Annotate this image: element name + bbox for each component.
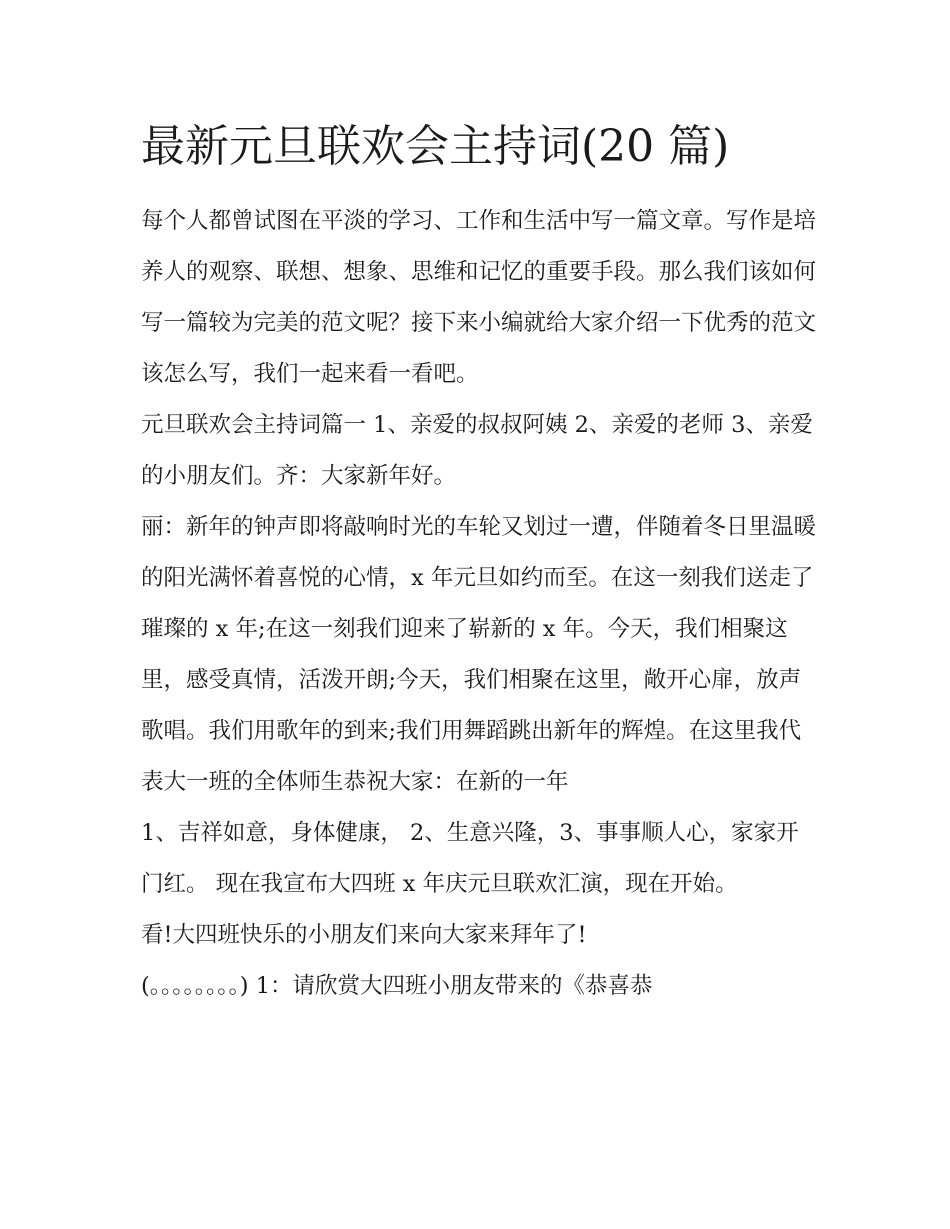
program-paragraph: (。。。。。。。。) 1：请欣赏大四班小朋友带来的《恭喜恭	[141, 973, 653, 999]
host-opening-paragraph: 元旦联欢会主持词篇一 1、亲爱的叔叔阿姨 2、亲爱的老师 3、亲爱的小朋友们。齐：大家新年好。	[141, 412, 813, 489]
document-title: 最新元旦联欢会主持词(20 篇)	[141, 121, 730, 172]
intro-paragraph: 每个人都曾试图在平淡的学习、工作和生活中写一篇文章。写作是培养人的观察、联想、想象、思维和记忆的重要手段。那么我们该如何写一篇较为完美的范文呢？接下来小编就给大家介绍一下优秀的范文该怎么写，我们一起来看一看吧。	[141, 208, 817, 387]
host-speech-paragraph: 丽：新年的钟声即将敲响时光的车轮又划过一遭，伴随着冬日里温暖的阳光满怀着喜悦的心情，x 年元旦如约而至。在这一刻我们送走了璀璨的 x 年;在这一刻我们迎来了崭新的 x 年。今天，我们相聚这里，感受真情，活泼开朗;今天，我们相聚在这里，敞开心扉，放声歌唱。我们用歌年的到来;我们用舞蹈跳出新年的辉煌。在这里我代表大一班的全体师生恭祝大家：在新的一年	[141, 514, 817, 795]
document-page	[141, 108, 821, 1012]
wishes-paragraph: 1、吉祥如意，身体健康， 2、生意兴隆，3、事事顺人心，家家开门红。 现在我宣布大四班 x 年庆元旦联欢汇演，现在开始。	[141, 820, 799, 897]
greeting-paragraph: 看!大四班快乐的小朋友们来向大家来拜年了!	[141, 922, 587, 948]
